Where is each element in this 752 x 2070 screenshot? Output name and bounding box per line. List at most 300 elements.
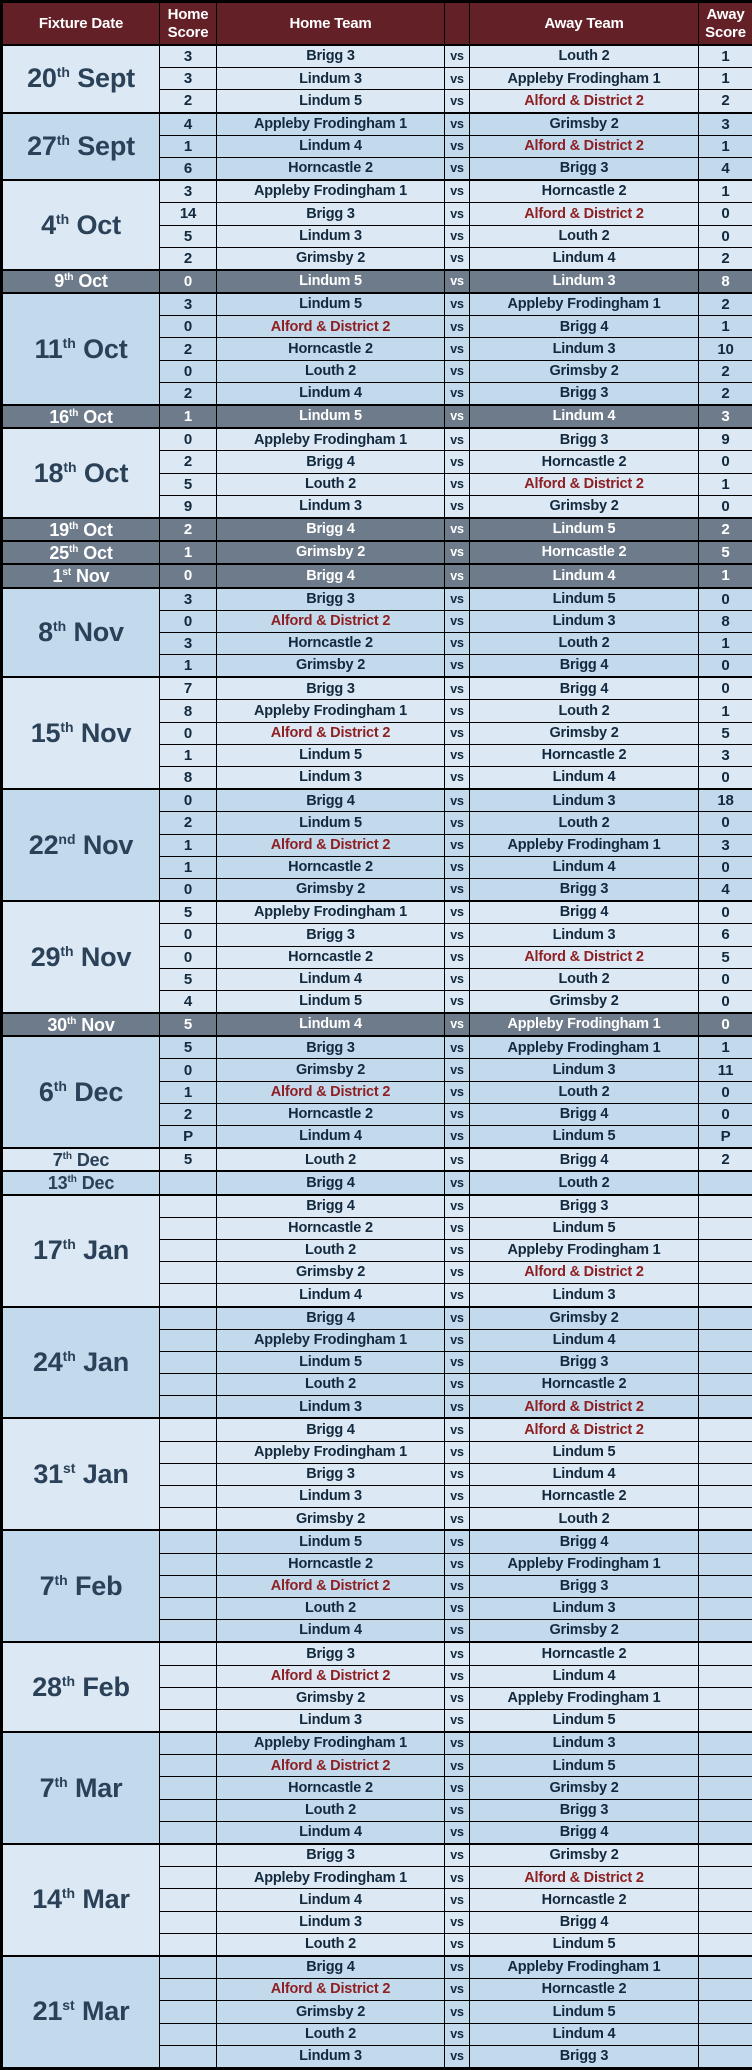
home-team-cell — [217, 1620, 445, 1643]
away-score-cell: 0 — [699, 901, 752, 924]
away-team-cell — [470, 1284, 699, 1307]
home-team-cell — [217, 1374, 445, 1396]
home-team-name: Brigg 4 — [306, 793, 355, 809]
away-score-cell: 18 — [699, 789, 752, 812]
date-ordinal: th — [64, 272, 73, 283]
away-team-name: Appleby Frodingham 1 — [507, 837, 660, 853]
home-score-cell: 2 — [160, 382, 217, 405]
vs-cell: vs — [445, 1665, 470, 1687]
home-score-cell — [160, 1911, 217, 1933]
vs-cell: vs — [445, 270, 470, 293]
home-team-name: Lindum 4 — [299, 1892, 362, 1908]
home-team-name: Alford & District 2 — [271, 1084, 390, 1100]
home-team-cell — [217, 588, 445, 611]
fixture-date: 9th Oct — [2, 270, 160, 293]
home-team-name: Horncastle 2 — [288, 635, 373, 651]
home-score-cell: 5 — [160, 1148, 217, 1171]
home-team-cell — [217, 203, 445, 225]
vs-cell: vs — [445, 1889, 470, 1911]
away-team-cell — [470, 405, 699, 428]
vs-cell: vs — [445, 564, 470, 587]
vs-cell: vs — [445, 2023, 470, 2045]
away-team-name: Appleby Frodingham 1 — [507, 1040, 660, 1056]
date-ordinal: st — [62, 1997, 74, 2013]
home-team-cell — [217, 1195, 445, 1218]
away-team-name: Horncastle 2 — [542, 544, 627, 560]
away-team-name: Horncastle 2 — [542, 747, 627, 763]
home-score-cell: 8 — [160, 700, 217, 722]
home-score-cell — [160, 2045, 217, 2068]
fixture-row — [2, 1732, 752, 1755]
away-team-name: Grimsby 2 — [549, 1780, 618, 1796]
home-score-cell: 5 — [160, 1013, 217, 1036]
away-team-name: Lindum 4 — [553, 769, 616, 785]
home-team-cell — [217, 270, 445, 293]
home-team-name: Louth 2 — [305, 1600, 356, 1616]
home-team-cell — [217, 1284, 445, 1307]
away-score-cell: 0 — [699, 655, 752, 678]
home-score-cell: 0 — [160, 946, 217, 968]
away-score-cell: 2 — [699, 360, 752, 382]
away-score-cell: 0 — [699, 588, 752, 611]
home-team-name: Lindum 3 — [299, 1914, 362, 1930]
away-team-cell — [470, 588, 699, 611]
away-team-cell — [470, 1777, 699, 1799]
away-team-cell — [470, 1575, 699, 1597]
away-score-cell: 0 — [699, 677, 752, 700]
home-score-cell: 0 — [160, 564, 217, 587]
vs-cell: vs — [445, 1351, 470, 1373]
away-score-cell: 0 — [699, 451, 752, 473]
home-team-cell — [217, 1486, 445, 1508]
away-team-cell — [470, 700, 699, 722]
vs-cell: vs — [445, 655, 470, 678]
home-score-cell: 0 — [160, 270, 217, 293]
away-team-name: Appleby Frodingham 1 — [507, 1556, 660, 1572]
away-team-cell — [470, 1709, 699, 1732]
home-team-cell — [217, 135, 445, 157]
away-score-cell — [699, 1486, 752, 1508]
away-team-name: Lindum 4 — [553, 1668, 616, 1684]
home-team-name: Lindum 4 — [299, 1622, 362, 1638]
away-team-cell — [470, 1351, 699, 1373]
date-ordinal: th — [60, 719, 73, 735]
home-team-name: Lindum 5 — [299, 273, 362, 289]
home-team-cell — [217, 1530, 445, 1553]
vs-cell: vs — [445, 360, 470, 382]
home-team-name: Lindum 5 — [299, 747, 362, 763]
home-score-cell: 1 — [160, 655, 217, 678]
home-team-name: Lindum 4 — [299, 1128, 362, 1144]
away-score-cell — [699, 2001, 752, 2023]
away-team-name: Brigg 4 — [560, 681, 609, 697]
vs-cell: vs — [445, 990, 470, 1013]
away-team-name: Grimsby 2 — [549, 363, 618, 379]
home-team-name: Brigg 4 — [306, 1422, 355, 1438]
away-team-cell — [470, 1486, 699, 1508]
away-team-name: Brigg 3 — [560, 1802, 609, 1818]
home-team-name: Horncastle 2 — [288, 1106, 373, 1122]
away-team-name: Alford & District 2 — [524, 138, 643, 154]
home-team-name: Alford & District 2 — [271, 837, 390, 853]
vs-cell: vs — [445, 1867, 470, 1889]
away-team-name: Lindum 4 — [553, 250, 616, 266]
home-team-cell — [217, 451, 445, 473]
home-team-cell — [217, 1126, 445, 1149]
away-team-cell — [470, 1553, 699, 1575]
vs-cell: vs — [445, 1821, 470, 1844]
home-team-cell — [217, 2045, 445, 2068]
home-team-name: Lindum 3 — [299, 769, 362, 785]
home-team-name: Brigg 4 — [306, 1198, 355, 1214]
fixture-row — [2, 1956, 752, 1979]
vs-cell: vs — [445, 1620, 470, 1643]
fixture-date: 4th Oct — [2, 180, 160, 270]
vs-cell: vs — [445, 677, 470, 700]
away-score-cell — [699, 1777, 752, 1799]
away-score-cell — [699, 1195, 752, 1218]
date-ordinal: th — [63, 335, 76, 351]
away-score-cell: 1 — [699, 473, 752, 495]
away-score-cell: 3 — [699, 834, 752, 856]
fixture-date: 7th Mar — [2, 1732, 160, 1844]
away-score-cell: 0 — [699, 990, 752, 1013]
away-team-cell — [470, 1148, 699, 1171]
home-team-cell — [217, 1396, 445, 1419]
away-score-cell: 3 — [699, 405, 752, 428]
home-team-name: Brigg 4 — [306, 568, 355, 584]
away-score-cell — [699, 1307, 752, 1330]
away-score-cell — [699, 1217, 752, 1239]
vs-cell: vs — [445, 2045, 470, 2068]
away-team-cell — [470, 1396, 699, 1419]
vs-cell: vs — [445, 2001, 470, 2023]
away-team-name: Brigg 3 — [560, 2048, 609, 2064]
away-team-name: Appleby Frodingham 1 — [507, 1242, 660, 1258]
away-score-cell — [699, 1441, 752, 1463]
away-team-name: Grimsby 2 — [549, 993, 618, 1009]
away-team-name: Alford & District 2 — [524, 1870, 643, 1886]
home-score-cell: 2 — [160, 338, 217, 360]
away-team-cell — [470, 270, 699, 293]
home-team-name: Brigg 4 — [306, 454, 355, 470]
home-team-name: Appleby Frodingham 1 — [254, 183, 407, 199]
away-team-name: Lindum 4 — [553, 2026, 616, 2042]
away-score-cell: 5 — [699, 946, 752, 968]
vs-cell: vs — [445, 1755, 470, 1777]
home-score-cell: 9 — [160, 495, 217, 518]
away-team-cell — [470, 68, 699, 90]
home-score-cell — [160, 1418, 217, 1441]
away-score-cell — [699, 1620, 752, 1643]
away-team-name: Lindum 3 — [553, 273, 616, 289]
home-team-cell — [217, 113, 445, 136]
away-team-cell — [470, 1239, 699, 1261]
away-team-cell — [470, 924, 699, 946]
vs-cell: vs — [445, 1956, 470, 1979]
away-score-cell: 4 — [699, 157, 752, 180]
away-team-name: Appleby Frodingham 1 — [507, 71, 660, 87]
vs-cell: vs — [445, 968, 470, 990]
home-team-name: Alford & District 2 — [271, 613, 390, 629]
home-team-cell — [217, 1665, 445, 1687]
away-score-cell: 0 — [699, 856, 752, 878]
home-team-cell — [217, 316, 445, 338]
away-team-name: Lindum 5 — [553, 1758, 616, 1774]
home-team-cell — [217, 677, 445, 700]
away-team-name: Lindum 4 — [553, 568, 616, 584]
away-score-cell: 2 — [699, 1148, 752, 1171]
away-score-cell — [699, 1396, 752, 1419]
away-score-cell: 0 — [699, 203, 752, 225]
away-score-cell — [699, 1665, 752, 1687]
home-team-name: Louth 2 — [305, 1376, 356, 1392]
home-score-cell — [160, 1284, 217, 1307]
home-team-cell — [217, 1755, 445, 1777]
away-score-cell — [699, 1553, 752, 1575]
away-team-cell — [470, 316, 699, 338]
vs-cell: vs — [445, 293, 470, 316]
fixture-row — [2, 270, 752, 293]
date-ordinal: th — [63, 1348, 76, 1364]
home-team-name: Appleby Frodingham 1 — [254, 1735, 407, 1751]
fixture-row — [2, 1642, 752, 1665]
home-team-cell — [217, 473, 445, 495]
home-team-name: Brigg 3 — [306, 927, 355, 943]
vs-cell: vs — [445, 1979, 470, 2001]
away-team-name: Lindum 5 — [553, 1712, 616, 1728]
home-team-name: Alford & District 2 — [271, 1668, 390, 1684]
vs-cell: vs — [445, 834, 470, 856]
fixture-date: 18th Oct — [2, 428, 160, 518]
fixture-row — [2, 428, 752, 451]
away-score-cell — [699, 1575, 752, 1597]
vs-cell: vs — [445, 588, 470, 611]
away-score-cell — [699, 1844, 752, 1867]
vs-cell: vs — [445, 1059, 470, 1081]
home-team-cell — [217, 632, 445, 654]
vs-cell: vs — [445, 1307, 470, 1330]
vs-cell: vs — [445, 1239, 470, 1261]
home-team-name: Brigg 3 — [306, 48, 355, 64]
vs-cell: vs — [445, 1418, 470, 1441]
home-team-cell — [217, 1889, 445, 1911]
home-score-cell: 2 — [160, 1103, 217, 1125]
vs-cell: vs — [445, 744, 470, 766]
fixture-date: 7th Dec — [2, 1148, 160, 1171]
away-team-cell — [470, 1217, 699, 1239]
home-team-name: Brigg 3 — [306, 1040, 355, 1056]
vs-cell: vs — [445, 700, 470, 722]
away-team-name: Lindum 3 — [553, 1287, 616, 1303]
home-score-cell: P — [160, 1126, 217, 1149]
away-team-name: Brigg 3 — [560, 160, 609, 176]
fixture-date: 28th Feb — [2, 1642, 160, 1732]
fixture-date: 19th Oct — [2, 518, 160, 541]
away-score-cell: 0 — [699, 495, 752, 518]
home-team-name: Alford & District 2 — [271, 319, 390, 335]
date-ordinal: th — [60, 943, 73, 959]
home-team-name: Alford & District 2 — [271, 1578, 390, 1594]
home-team-cell — [217, 610, 445, 632]
away-score-cell: 2 — [699, 518, 752, 541]
away-score-cell: 2 — [699, 293, 752, 316]
fixture-row — [2, 677, 752, 700]
home-team-name: Louth 2 — [305, 1242, 356, 1258]
header-fixture-date: Fixture Date — [2, 2, 160, 46]
home-team-cell — [217, 1103, 445, 1125]
fixture-date: 1st Nov — [2, 564, 160, 587]
home-team-cell — [217, 157, 445, 180]
away-team-cell — [470, 1171, 699, 1194]
home-team-name: Lindum 5 — [299, 296, 362, 312]
home-score-cell: 0 — [160, 610, 217, 632]
home-score-cell — [160, 1486, 217, 1508]
home-score-cell — [160, 1597, 217, 1619]
vs-cell: vs — [445, 1262, 470, 1284]
home-team-name: Lindum 3 — [299, 2048, 362, 2064]
away-score-cell — [699, 1530, 752, 1553]
away-team-cell — [470, 1508, 699, 1531]
away-team-name: Lindum 3 — [553, 1735, 616, 1751]
home-score-cell — [160, 1956, 217, 1979]
home-team-cell — [217, 225, 445, 247]
away-team-name: Alford & District 2 — [524, 206, 643, 222]
away-team-cell — [470, 1889, 699, 1911]
vs-cell: vs — [445, 1463, 470, 1485]
home-score-cell — [160, 1530, 217, 1553]
away-score-cell — [699, 1351, 752, 1373]
home-team-name: Lindum 5 — [299, 1534, 362, 1550]
away-team-name: Lindum 4 — [553, 1466, 616, 1482]
away-score-cell — [699, 1911, 752, 1933]
home-team-name: Alford & District 2 — [271, 725, 390, 741]
home-score-cell — [160, 1687, 217, 1709]
fixture-date: 27th Sept — [2, 113, 160, 181]
vs-cell: vs — [445, 316, 470, 338]
date-ordinal: th — [53, 618, 66, 634]
home-team-cell — [217, 1979, 445, 2001]
home-team-name: Lindum 5 — [299, 815, 362, 831]
home-team-cell — [217, 1463, 445, 1485]
home-team-cell — [217, 946, 445, 968]
away-team-cell — [470, 1463, 699, 1485]
home-team-cell — [217, 1597, 445, 1619]
vs-cell: vs — [445, 203, 470, 225]
away-score-cell: 10 — [699, 338, 752, 360]
away-team-cell — [470, 1597, 699, 1619]
home-team-cell — [217, 68, 445, 90]
date-ordinal: th — [67, 1174, 76, 1185]
away-team-name: Grimsby 2 — [549, 1310, 618, 1326]
away-score-cell: 0 — [699, 1103, 752, 1125]
home-score-cell: 0 — [160, 878, 217, 901]
vs-cell: vs — [445, 495, 470, 518]
fixture-date: 11th Oct — [2, 293, 160, 405]
home-score-cell — [160, 1867, 217, 1889]
vs-cell: vs — [445, 1799, 470, 1821]
home-score-cell — [160, 1396, 217, 1419]
vs-cell: vs — [445, 1486, 470, 1508]
date-ordinal: th — [67, 1016, 76, 1027]
vs-cell: vs — [445, 1933, 470, 1956]
away-team-cell — [470, 968, 699, 990]
home-team-name: Lindum 4 — [299, 138, 362, 154]
away-team-cell — [470, 293, 699, 316]
date-ordinal: th — [57, 132, 70, 148]
home-team-cell — [217, 1956, 445, 1979]
home-score-cell: 0 — [160, 924, 217, 946]
home-score-cell — [160, 1374, 217, 1396]
away-team-name: Lindum 5 — [553, 1444, 616, 1460]
vs-cell: vs — [445, 113, 470, 136]
away-score-cell — [699, 1933, 752, 1956]
home-team-name: Grimsby 2 — [296, 1690, 365, 1706]
home-team-name: Brigg 4 — [306, 1959, 355, 1975]
away-team-cell — [470, 1933, 699, 1956]
vs-cell: vs — [445, 45, 470, 68]
home-score-cell: 1 — [160, 541, 217, 564]
away-team-name: Horncastle 2 — [542, 454, 627, 470]
home-team-name: Horncastle 2 — [288, 1556, 373, 1572]
away-team-cell — [470, 180, 699, 203]
fixture-row — [2, 1013, 752, 1036]
away-team-name: Brigg 3 — [560, 1578, 609, 1594]
home-team-cell — [217, 45, 445, 68]
home-team-name: Grimsby 2 — [296, 1511, 365, 1527]
vs-cell: vs — [445, 1284, 470, 1307]
away-team-cell — [470, 878, 699, 901]
away-team-name: Alford & District 2 — [524, 949, 643, 965]
home-team-name: Louth 2 — [305, 1802, 356, 1818]
away-team-cell — [470, 360, 699, 382]
date-ordinal: th — [62, 1885, 75, 1901]
away-score-cell: 5 — [699, 541, 752, 564]
away-team-name: Brigg 4 — [560, 904, 609, 920]
fixture-date: 6th Dec — [2, 1036, 160, 1148]
home-score-cell: 3 — [160, 180, 217, 203]
away-score-cell: 1 — [699, 135, 752, 157]
home-score-cell: 1 — [160, 856, 217, 878]
home-team-cell — [217, 1171, 445, 1194]
fixture-row — [2, 564, 752, 587]
away-team-name: Brigg 3 — [560, 1354, 609, 1370]
away-team-name: Louth 2 — [559, 971, 610, 987]
date-ordinal: th — [63, 1236, 76, 1252]
away-team-cell — [470, 518, 699, 541]
away-score-cell: 9 — [699, 428, 752, 451]
home-score-cell: 2 — [160, 812, 217, 834]
home-team-cell — [217, 518, 445, 541]
home-team-cell — [217, 180, 445, 203]
home-team-name: Lindum 4 — [299, 1016, 362, 1032]
vs-cell: vs — [445, 1081, 470, 1103]
away-team-cell — [470, 382, 699, 405]
home-score-cell: 4 — [160, 990, 217, 1013]
vs-cell: vs — [445, 382, 470, 405]
vs-cell: vs — [445, 1329, 470, 1351]
away-score-cell: 1 — [699, 180, 752, 203]
home-score-cell — [160, 1217, 217, 1239]
home-team-name: Louth 2 — [305, 363, 356, 379]
away-team-name: Grimsby 2 — [549, 1847, 618, 1863]
home-team-name: Horncastle 2 — [288, 1780, 373, 1796]
date-ordinal: th — [54, 1774, 67, 1790]
home-score-cell: 0 — [160, 789, 217, 812]
away-team-cell — [470, 451, 699, 473]
away-score-cell: P — [699, 1126, 752, 1149]
away-team-cell — [470, 1126, 699, 1149]
